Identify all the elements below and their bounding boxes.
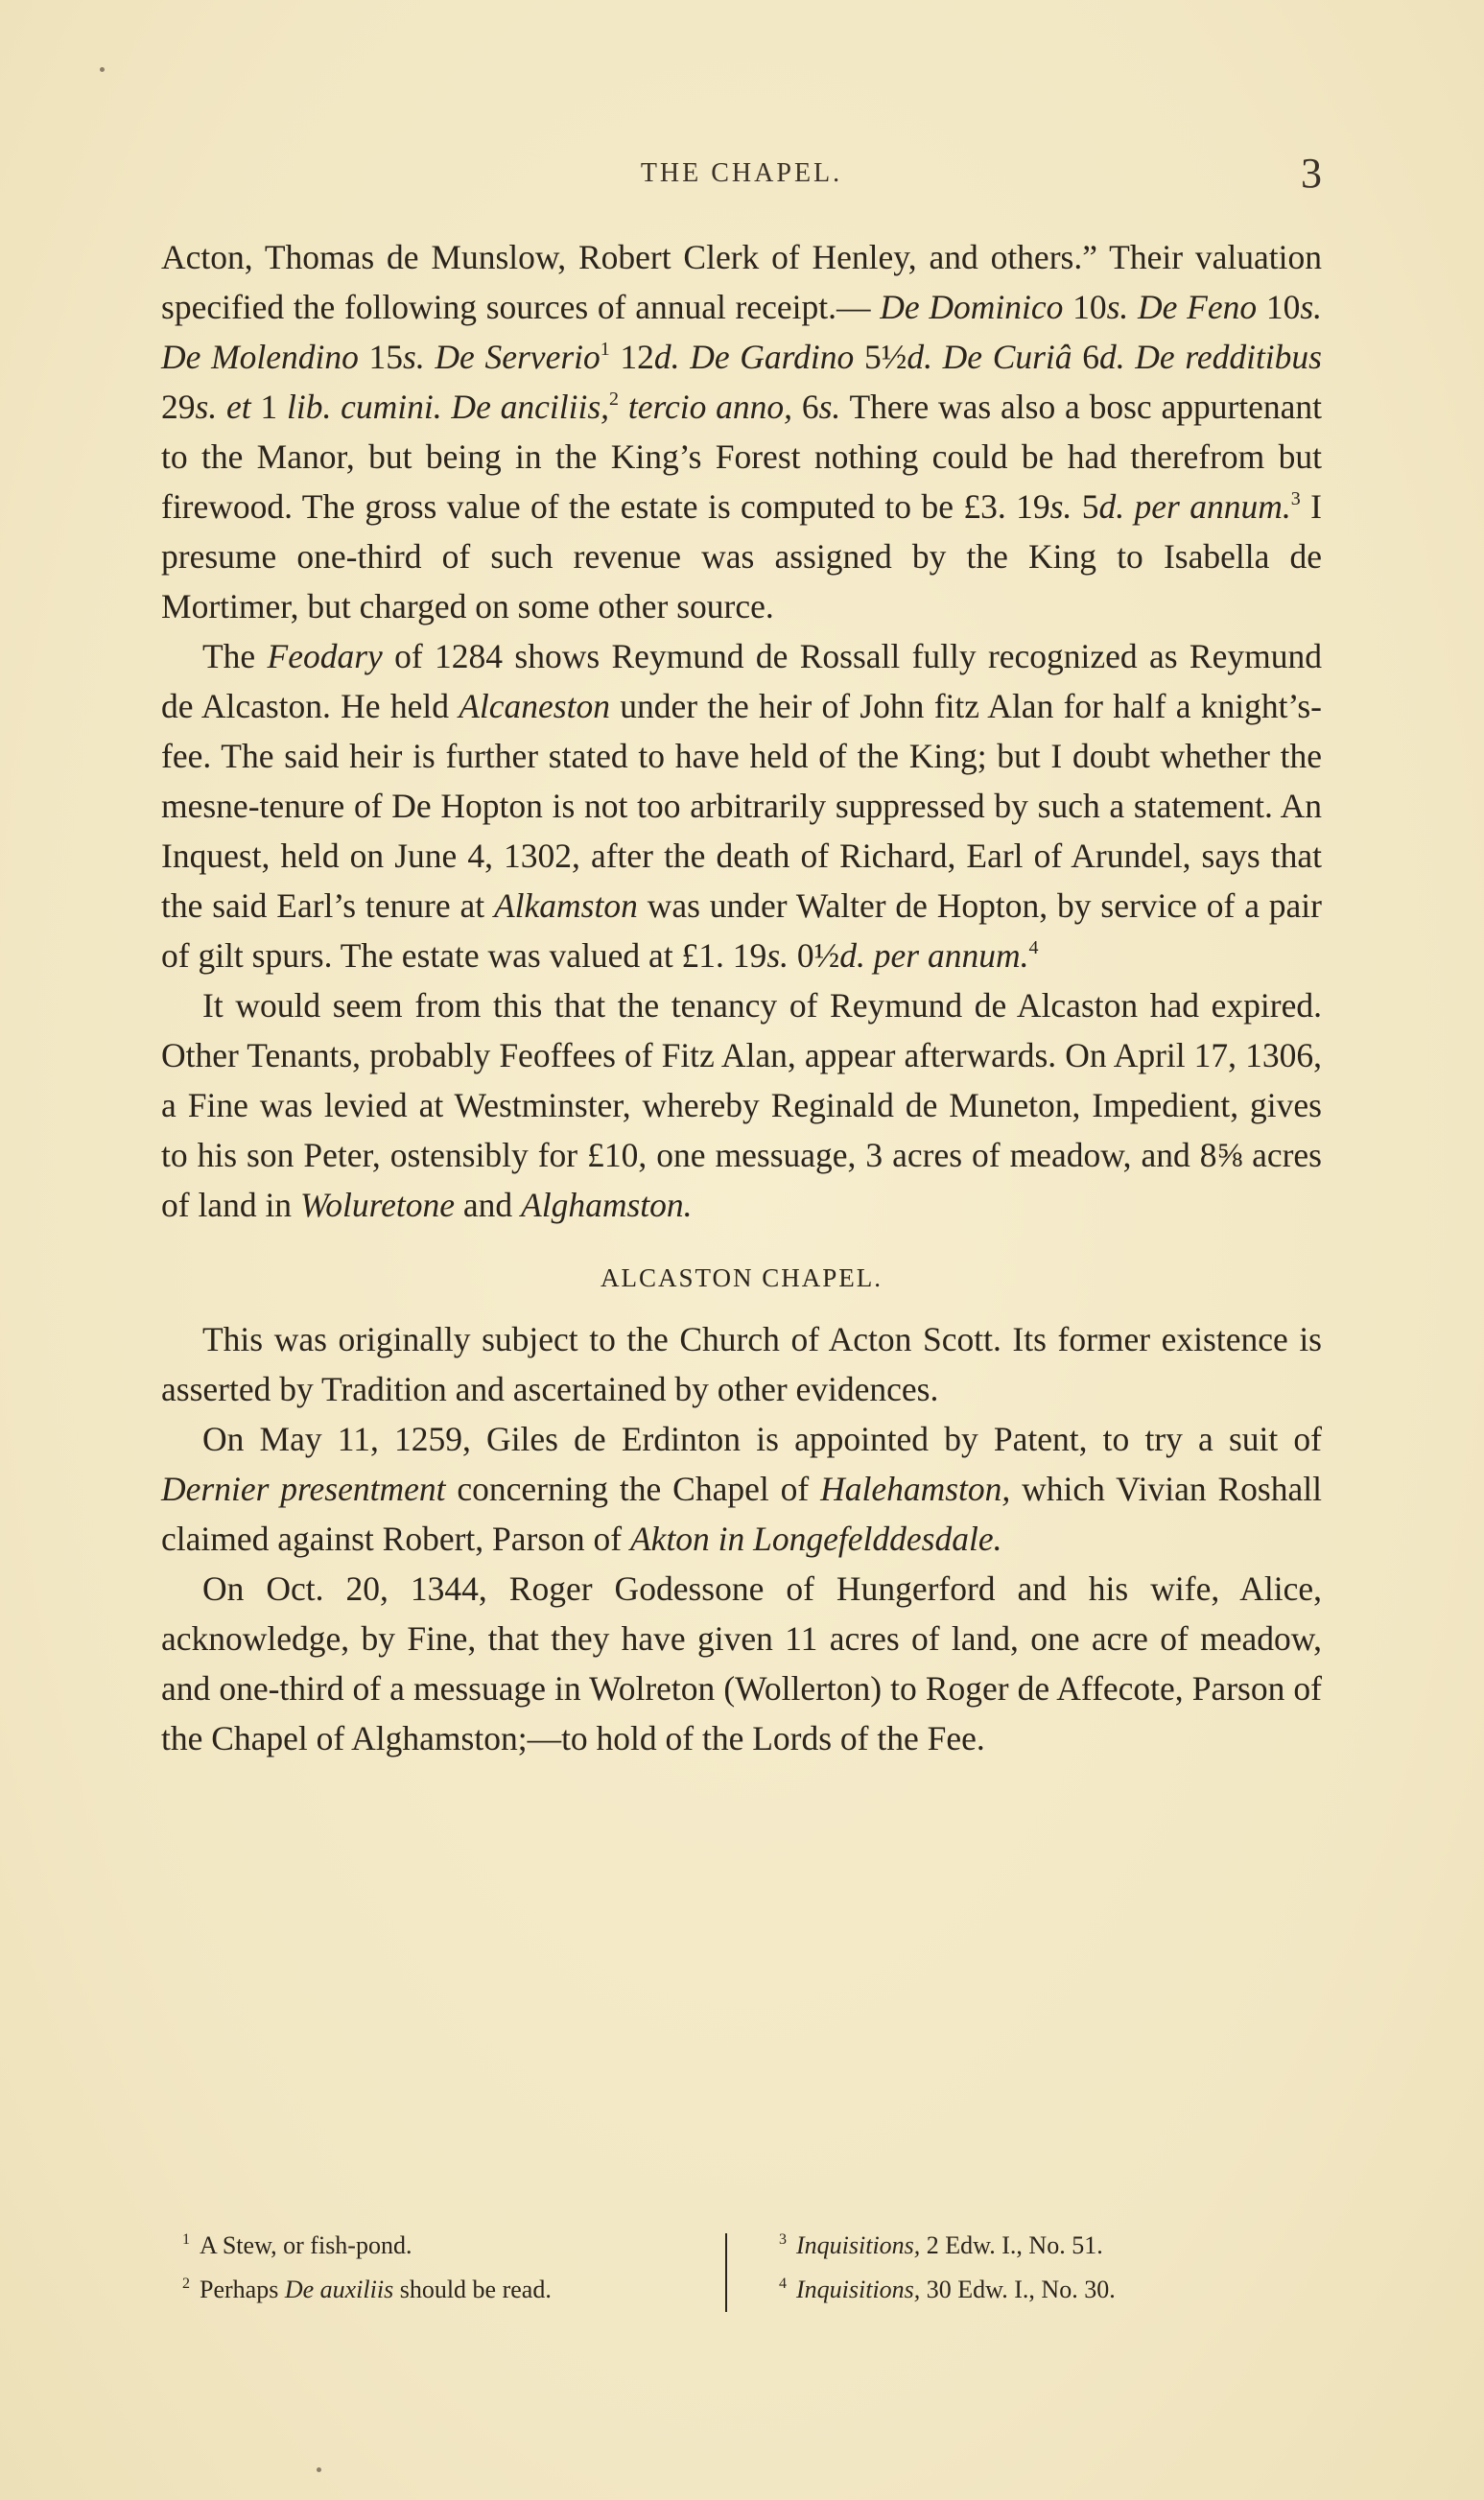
footnotes-right-column	[779, 2224, 1278, 2312]
footnotes-left-column	[182, 2224, 691, 2312]
page-number: 3	[1301, 150, 1322, 197]
paragraph-3: It would seem from this that the tenancy of Reymund de Alcaston had expired. Other Tenants, probably Feoffees of Fitz Alan, appear afterwards. On April 17, 1306, a Fine was levied at Westminster, whereby Reginald de Muneton, Impedient, gives to his son Peter, ostensibly for £10, one messuage, 3 acres of meadow, and 8⅝ acres of land in Woluretone and Alghamston.	[161, 986, 1322, 1224]
paper-speck	[317, 2467, 321, 2472]
footnote-1: $^1$ A Stew, or fish-pond.	[182, 2231, 412, 2259]
footnote-ref-3: 3	[1290, 488, 1301, 509]
footnote-ref-4: 4	[1028, 937, 1039, 958]
page-header	[161, 149, 1322, 206]
paragraph-5: On May 11, 1259, Giles de Erdinton is appointed by Patent, to try a suit of Dernier presentment concerning the Chapel of Halehamston, which Vivian Roshall claimed against Robert, Parson of Akton in Longefelddesdale.	[161, 1420, 1322, 1558]
footnote-ref-2: 2	[609, 389, 620, 410]
paragraph-1: Acton, Thomas de Munslow, Robert Clerk of Henley, and others.” Their valuation specified the following sources of annual receipt.— De Dominico 10s. De Feno 10s. De Molendino 15s. De Serverio$^1$ 12d. De Gardino 5½d. De Curiâ 6d. De redditibus 29s. et 1 lib. cumini. De anciliis,$^2$ tercio anno, 6s. There was also a bosc appurtenant to the Manor, but being in the King’s Forest nothing could be had therefrom but firewood. The gross value of the estate is computed to be £3. 19s. 5d. per annum.$^3$ I presume one-third of such revenue was assigned by the King to Isabella de Mortimer, but charged on some other source.	[161, 238, 1323, 625]
paragraph-4: This was originally subject to the Church of Acton Scott. Its former existence is asserted by Tradition and ascertained by other evidences.	[161, 1320, 1322, 1408]
paper-speck	[100, 67, 105, 72]
running-head: THE CHAPEL.	[640, 158, 843, 188]
footnotes	[182, 2224, 1276, 2320]
footnote-3: $^3$ Inquisitions, 2 Edw. I., No. 51.	[779, 2231, 1103, 2259]
footnote-2: $^2$ Perhaps De auxiliis should be read.	[182, 2276, 552, 2303]
paragraph-6: On Oct. 20, 1344, Roger Godessone of Hungerford and his wife, Alice, acknowledge, by Fine, that they have given 11 acres of land, one acre of meadow, and one-third of a messuage in Wolreton (Wollerton) to Roger de Affecote, Parson of the Chapel of Alghamston;—to hold of the Lords of the Fee.	[161, 1569, 1322, 1757]
page-body	[161, 232, 1322, 1763]
paragraph-2: The Feodary of 1284 shows Reymund de Rossall fully recognized as Reymund de Alcaston. He held Alcaneston under the heir of John fitz Alan for half a knight’s-fee. The said heir is further stated to have held of the King; but I doubt whether the mesne-tenure of De Hopton is not too arbitrarily suppressed by such a statement. An Inquest, held on June 4, 1302, after the death of Richard, Earl of Arundel, says that the said Earl’s tenure at Alkamston was under Walter de Hopton, by service of a pair of gilt spurs. The estate was valued at £1. 19s. 0½d. per annum.$^4$	[161, 637, 1322, 975]
footnote-divider	[725, 2233, 727, 2312]
footnote-4: $^4$ Inquisitions, 30 Edw. I., No. 30.	[779, 2276, 1116, 2303]
footnote-ref-1: 1	[600, 339, 610, 360]
section-title: ALCASTON CHAPEL.	[600, 1263, 883, 1292]
